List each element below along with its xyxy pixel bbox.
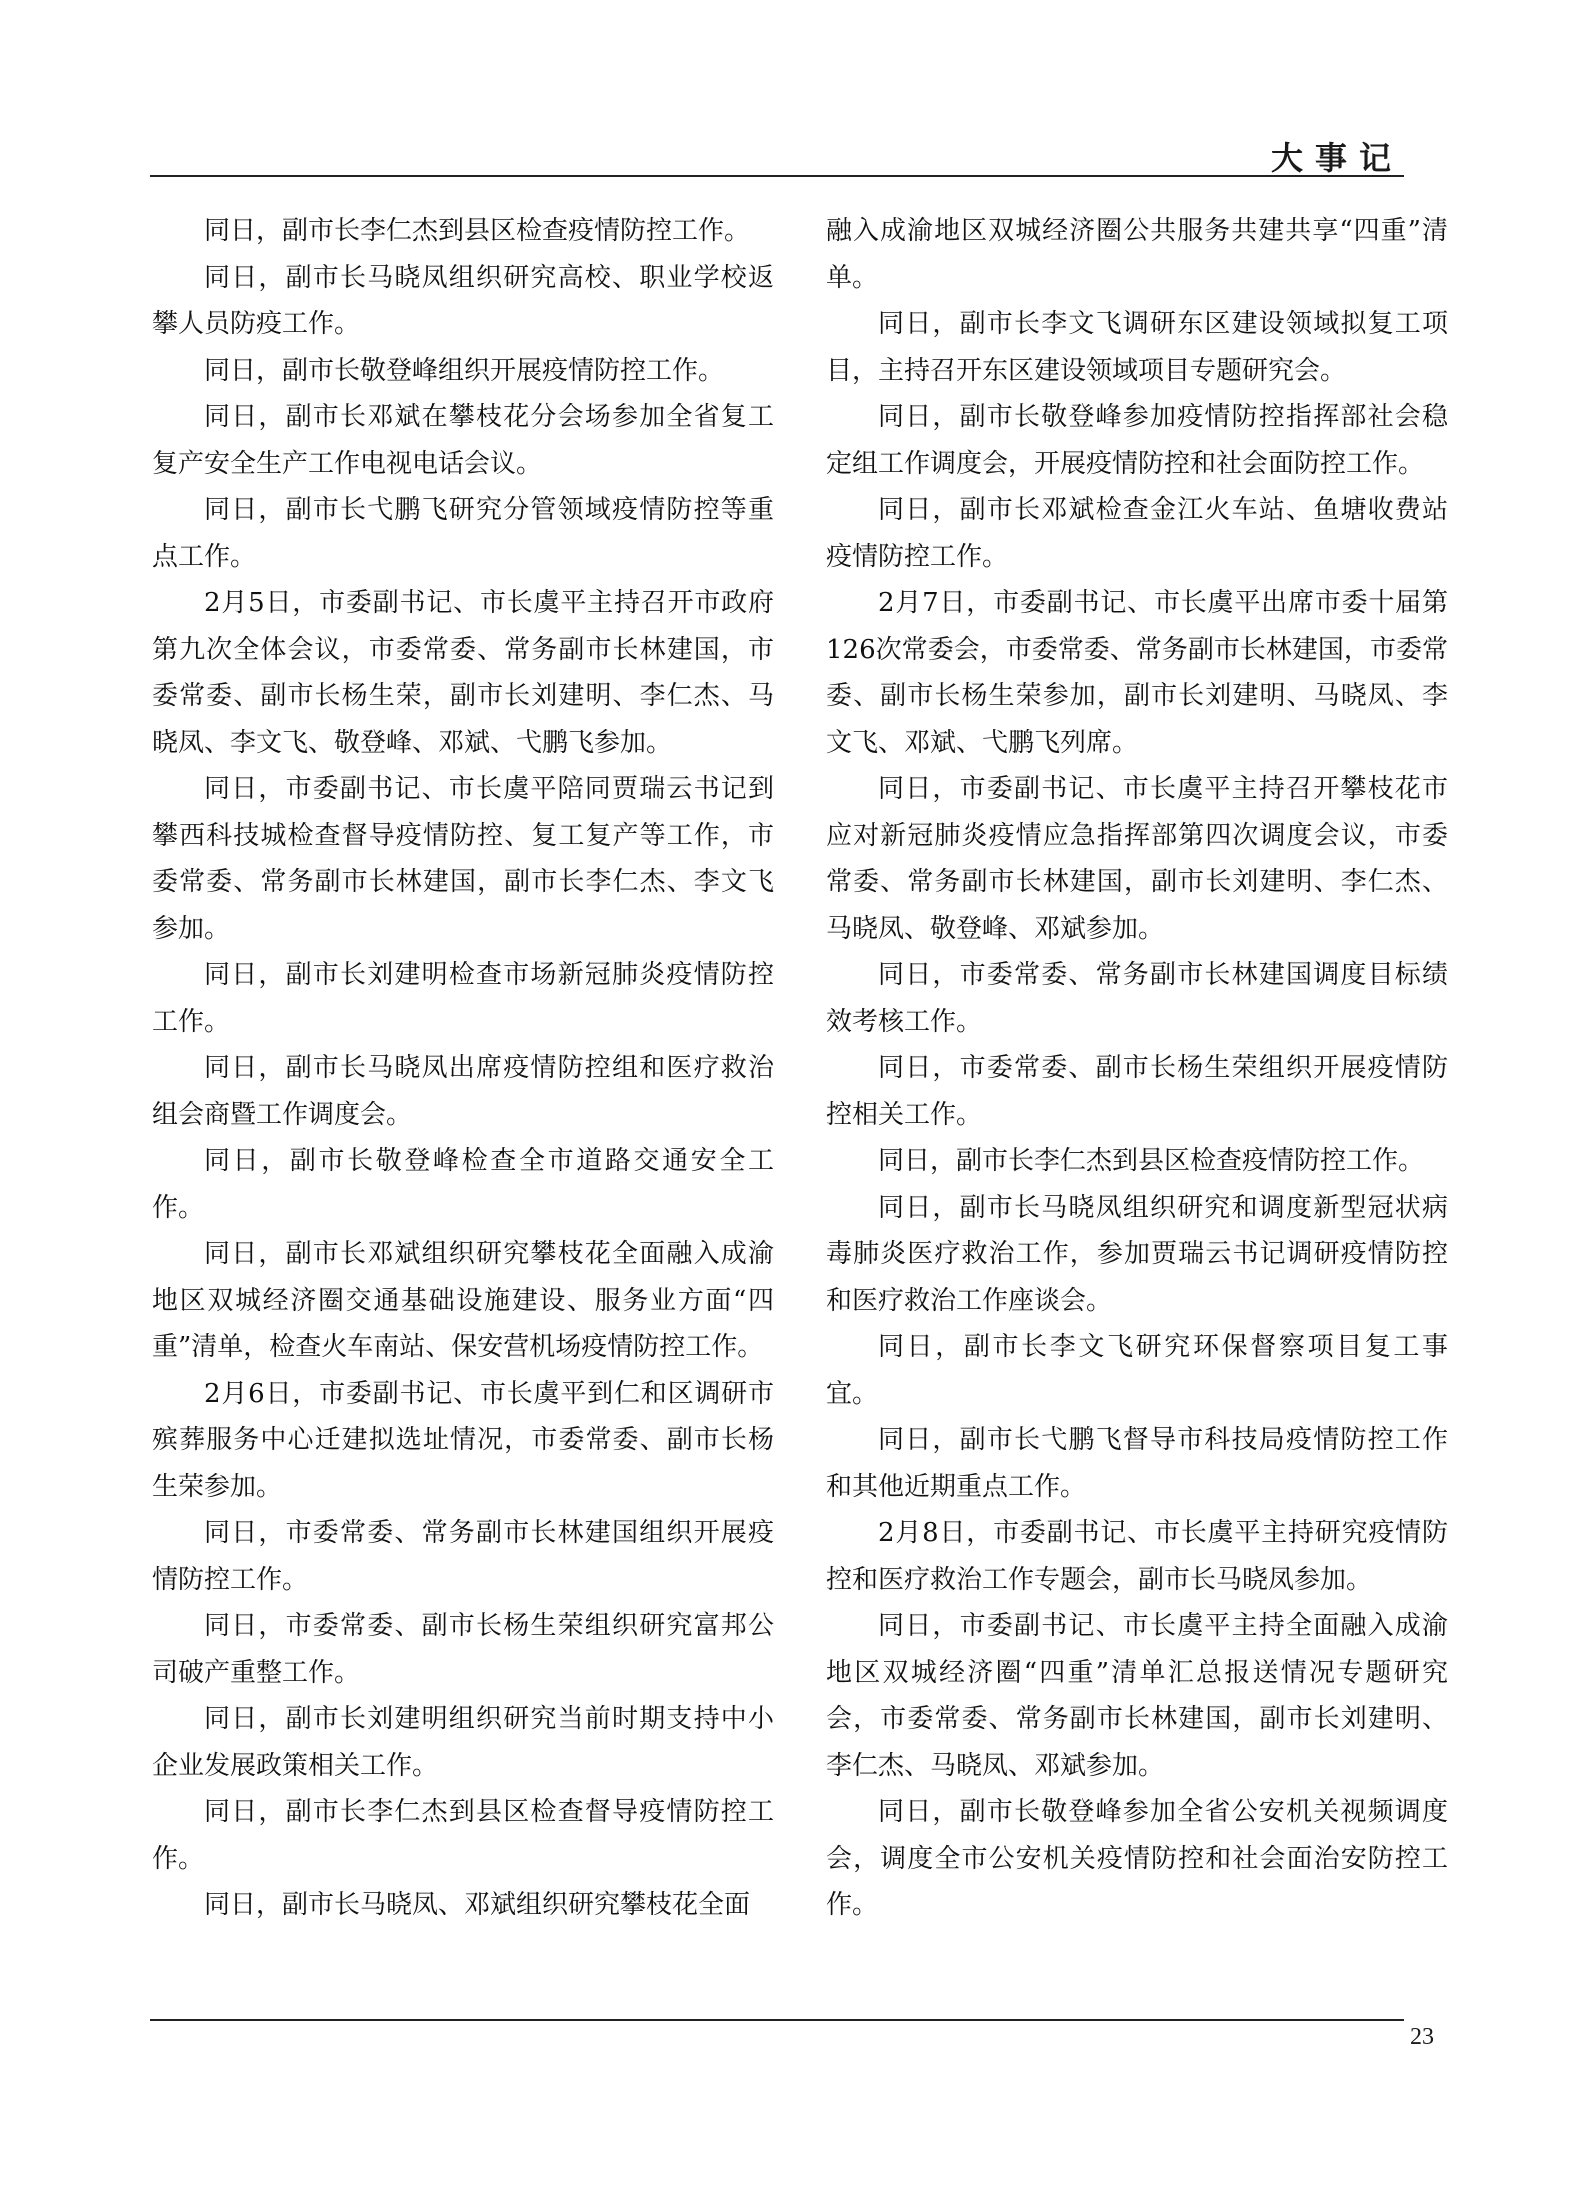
entry-paragraph: 同日，副市长敬登峰组织开展疫情防控工作。 (204, 355, 725, 386)
entry-paragraph: 同日，副市长弋鹏飞研究分管领域疫情防控等重点工作。 (152, 495, 774, 572)
entry-paragraph: 同日，副市长刘建明检查市场新冠肺炎疫情防控工作。 (152, 960, 774, 1037)
entry-paragraph: 同日，副市长马晓凤组织研究和调度新型冠状病毒肺炎医疗救治工作，参加贾瑞云书记调研疫情防控和医疗救治工作座谈会。 (826, 1192, 1448, 1316)
entry-paragraph: 同日，副市长马晓凤出席疫情防控组和医疗救治组会商暨工作调度会。 (152, 1053, 774, 1130)
entry-paragraph: 同日，副市长邓斌在攀枝花分会场参加全省复工复产安全生产工作电视电话会议。 (152, 402, 774, 479)
entry-paragraph: 同日，副市长马晓凤组织研究高校、职业学校返攀人员防疫工作。 (152, 262, 774, 339)
entry-paragraph: 同日，副市长邓斌组织研究攀枝花全面融入成渝地区双城经济圈交通基础设施建设、服务业方面“四重”清单，检查火车南站、保安营机场疫情防控工作。 (152, 1239, 774, 1362)
entry-paragraph: 同日，副市长敬登峰参加疫情防控指挥部社会稳定组工作调度会，开展疫情防控和社会面防控工作。 (826, 402, 1448, 479)
entry-paragraph: 2月8日，市委副书记、市长虞平主持研究疫情防控和医疗救治工作专题会，副市长马晓凤参加。 (826, 1518, 1448, 1595)
left-column (152, 208, 774, 1929)
entry-paragraph: 同日，副市长李仁杰到县区检查疫情防控工作。 (204, 216, 751, 246)
entry-paragraph: 同日，副市长马晓凤、邓斌组织研究攀枝花全面 (204, 1890, 751, 1920)
entry-paragraph: 同日，副市长弋鹏飞督导市科技局疫情防控工作和其他近期重点工作。 (826, 1425, 1448, 1502)
entry-paragraph: 同日，市委常委、常务副市长林建国调度目标绩效考核工作。 (826, 960, 1448, 1037)
entry-paragraph: 同日，副市长刘建明组织研究当前时期支持中小企业发展政策相关工作。 (152, 1704, 774, 1781)
right-column (826, 208, 1448, 1929)
header-divider (150, 175, 1404, 177)
entry-paragraph: 同日，副市长李文飞研究环保督察项目复工事宜。 (826, 1332, 1448, 1409)
entry-paragraph: 同日，市委常委、副市长杨生荣组织开展疫情防控相关工作。 (826, 1053, 1448, 1130)
entry-paragraph: 同日，副市长李文飞调研东区建设领域拟复工项目，主持召开东区建设领域项目专题研究会。 (826, 309, 1448, 386)
section-title: 大事记 (1270, 139, 1403, 177)
entry-paragraph: 同日，副市长敬登峰参加全省公安机关视频调度会，调度全市公安机关疫情防控和社会面治安防控工作。 (826, 1797, 1448, 1920)
entry-paragraph: 融入成渝地区双城经济圈公共服务共建共享“四重”清单。 (826, 216, 1448, 293)
entry-paragraph: 同日，市委常委、副市长杨生荣组织研究富邦公司破产重整工作。 (152, 1611, 774, 1688)
entry-paragraph: 同日，市委常委、常务副市长林建国组织开展疫情防控工作。 (152, 1518, 774, 1595)
entry-paragraph: 同日，市委副书记、市长虞平陪同贾瑞云书记到攀西科技城检查督导疫情防控、复工复产等工作，市委常委、常务副市长林建国，副市长李仁杰、李文飞参加。 (152, 774, 774, 944)
entry-paragraph: 同日，市委副书记、市长虞平主持召开攀枝花市应对新冠肺炎疫情应急指挥部第四次调度会议，市委常委、常务副市长林建国，副市长刘建明、李仁杰、马晓凤、敬登峰、邓斌参加。 (826, 774, 1448, 944)
entry-paragraph: 2月6日，市委副书记、市长虞平到仁和区调研市殡葬服务中心迁建拟选址情况，市委常委、副市长杨生荣参加。 (152, 1378, 774, 1502)
entry-paragraph: 2月5日，市委副书记、市长虞平主持召开市政府第九次全体会议，市委常委、常务副市长林建国，市委常委、副市长杨生荣，副市长刘建明、李仁杰、马晓凤、李文飞、敬登峰、邓斌、弋鹏飞参加。 (152, 588, 774, 758)
entry-paragraph: 同日，市委副书记、市长虞平主持全面融入成渝地区双城经济圈“四重”清单汇总报送情况专题研究会，市委常委、常务副市长林建国，副市长刘建明、李仁杰、马晓凤、邓斌参加。 (826, 1611, 1448, 1781)
entry-paragraph: 同日，副市长李仁杰到县区检查督导疫情防控工作。 (152, 1797, 774, 1874)
entry-paragraph: 同日，副市长李仁杰到县区检查疫情防控工作。 (878, 1146, 1425, 1176)
entry-paragraph: 同日，副市长邓斌检查金江火车站、鱼塘收费站疫情防控工作。 (826, 495, 1448, 572)
entry-paragraph: 同日，副市长敬登峰检查全市道路交通安全工作。 (152, 1146, 774, 1223)
footer-divider (150, 2019, 1404, 2021)
page-number: 23 (1410, 2024, 1434, 2050)
entry-paragraph: 2月7日，市委副书记、市长虞平出席市委十届第126次常委会，市委常委、常务副市长林建国，市委常委、副市长杨生荣参加，副市长刘建明、马晓凤、李文飞、邓斌、弋鹏飞列席。 (826, 588, 1448, 758)
